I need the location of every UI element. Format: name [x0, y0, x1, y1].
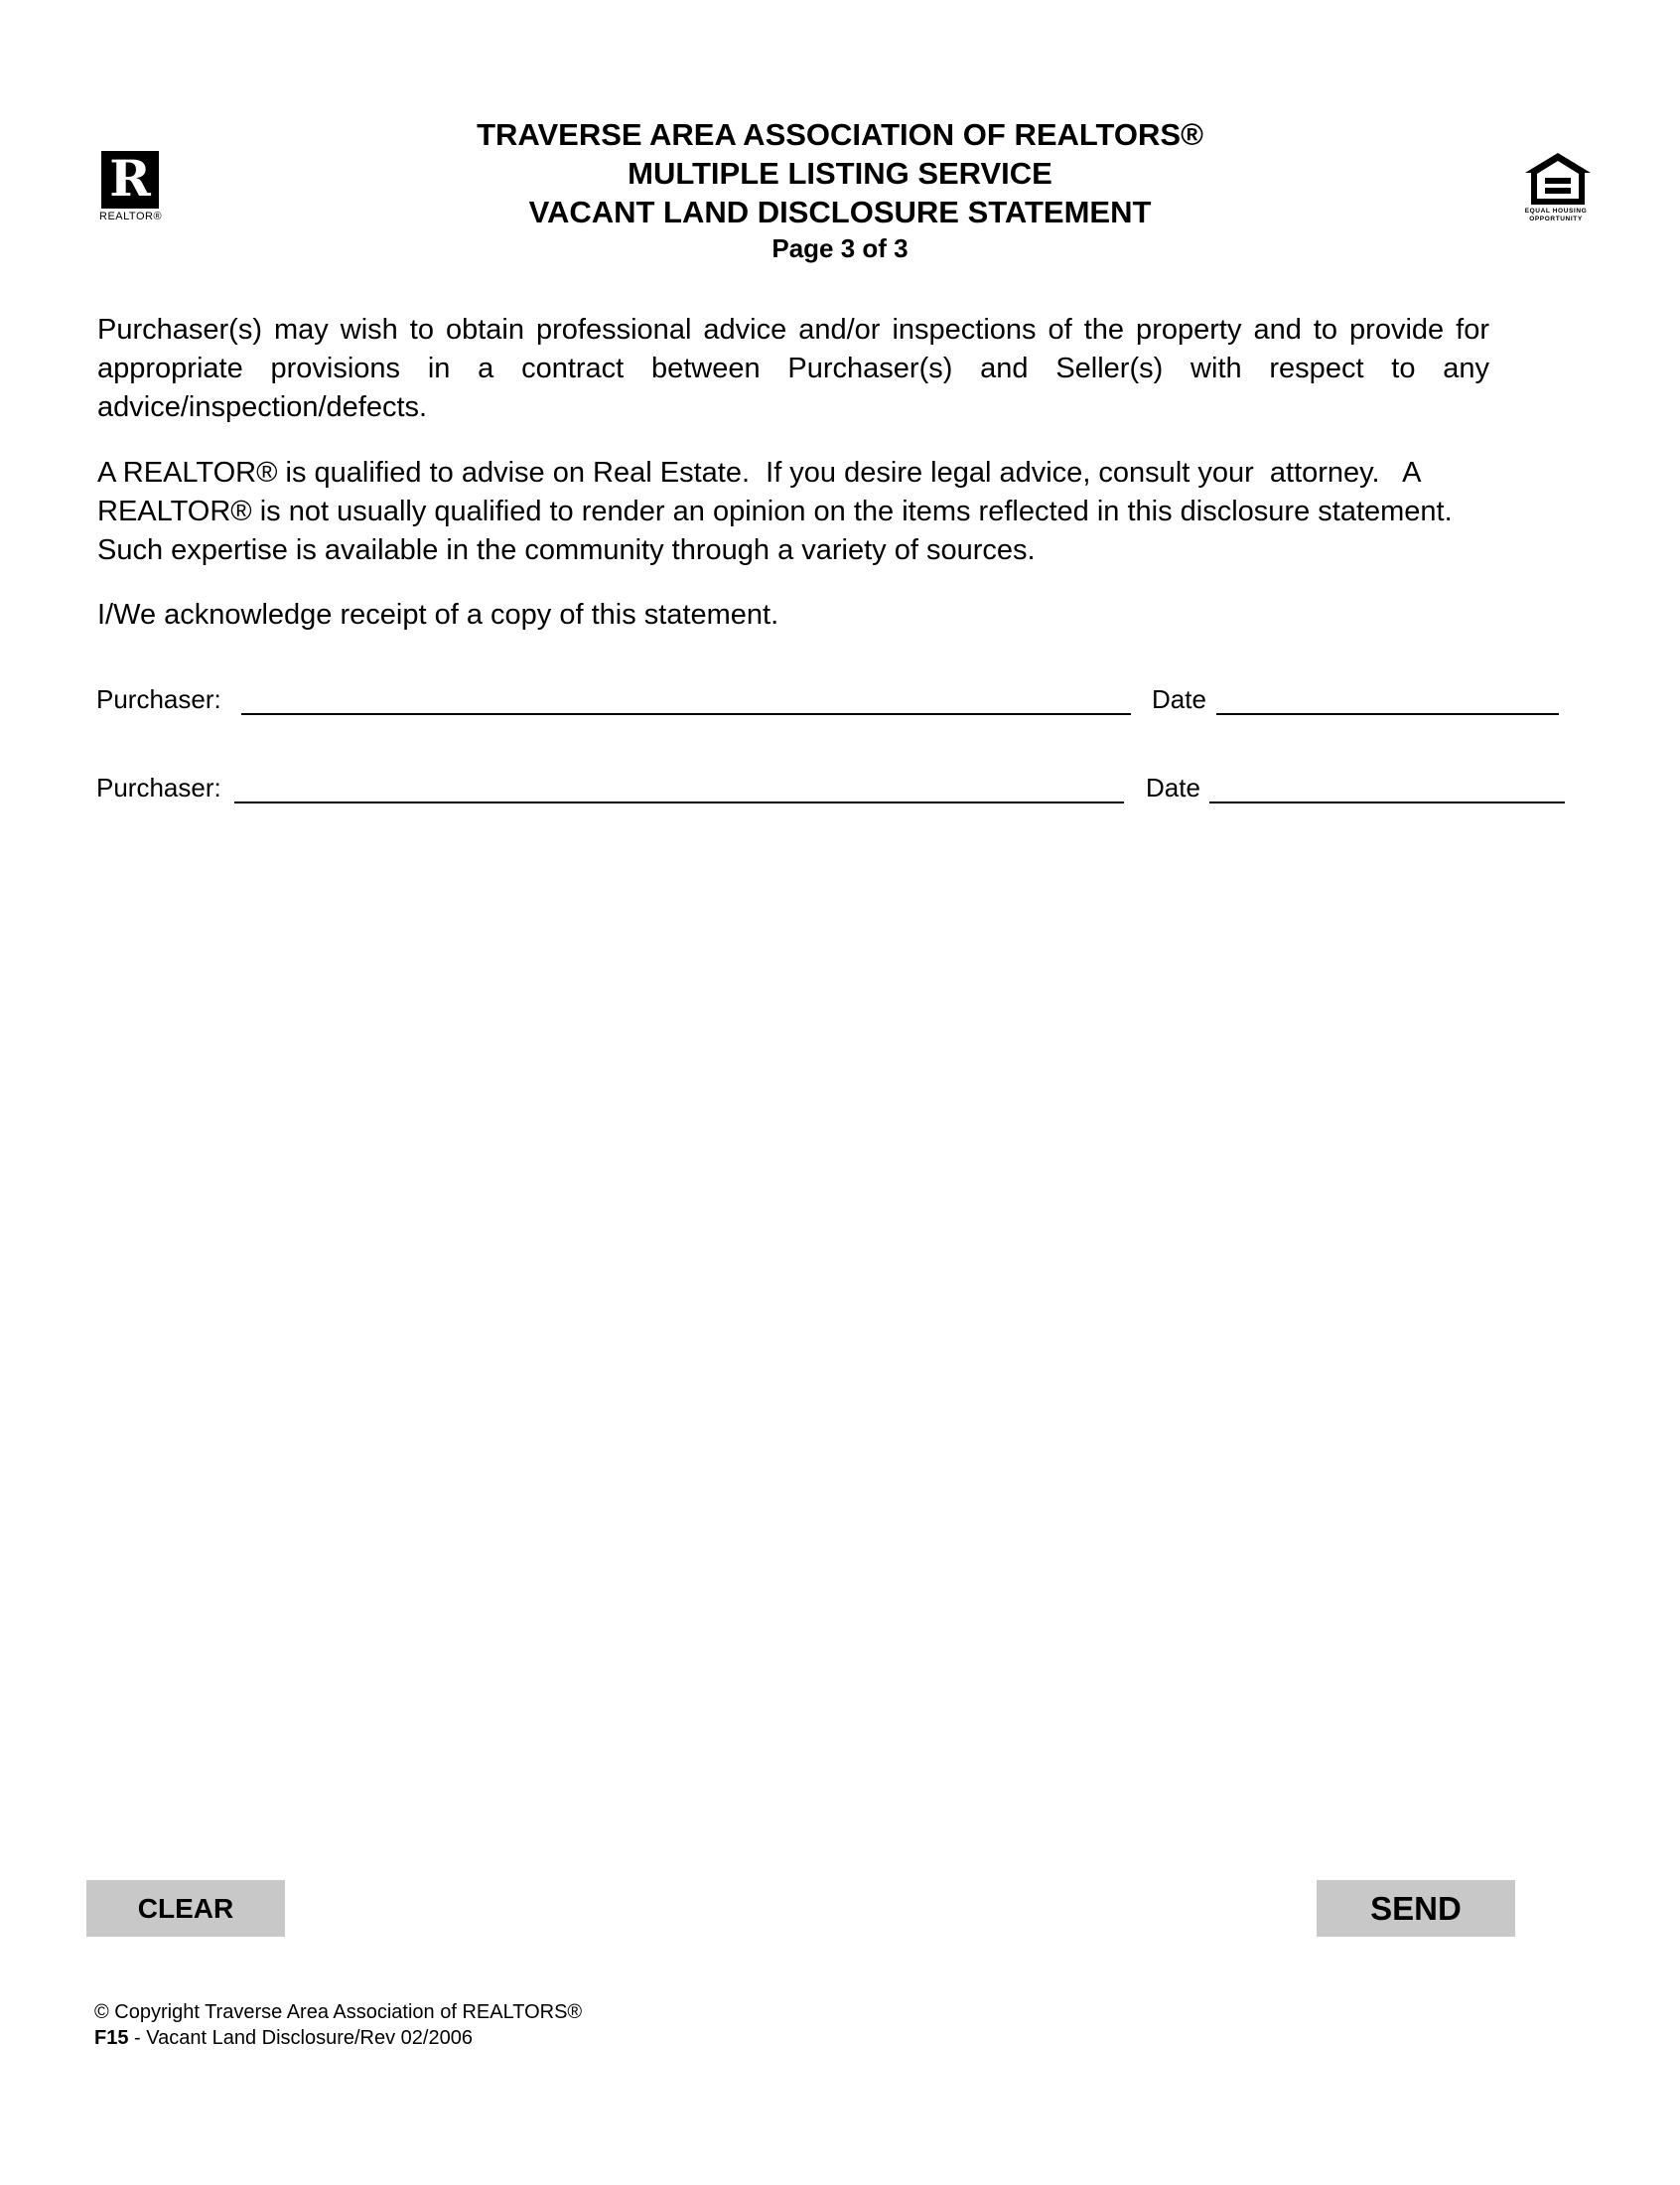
- purchaser-1-date-line[interactable]: [1216, 713, 1559, 715]
- realtor-logo: [99, 149, 179, 228]
- purchaser-2-label: Purchaser:: [96, 773, 221, 802]
- purchaser-2-signature-line[interactable]: [234, 801, 1124, 803]
- equal-housing-logo: [1519, 151, 1599, 226]
- purchaser-1-date-label: Date: [1152, 684, 1206, 714]
- association-title: TRAVERSE AREA ASSOCIATION OF REALTORS®: [477, 117, 1203, 152]
- purchaser-1-label: Purchaser:: [96, 684, 221, 714]
- eho-line1: EQUAL HOUSING: [1524, 208, 1588, 215]
- send-button[interactable]: SEND: [1317, 1880, 1515, 1937]
- acknowledgment-paragraph: I/We acknowledge receipt of a copy of this statement.: [97, 599, 779, 631]
- copyright-notice: © Copyright Traverse Area Association of REALTORS®: [94, 2001, 583, 2023]
- purchaser-2-date-label: Date: [1146, 773, 1200, 802]
- purchaser-1-signature-line[interactable]: [241, 713, 1131, 715]
- clear-button[interactable]: CLEAR: [86, 1880, 285, 1937]
- page-number: Page 3 of 3: [771, 233, 909, 263]
- advice-paragraph: Purchaser(s) may wish to obtain professional advice and/or inspections of the property and to provide for appropriate provisions in a contract between Purchaser(s) and Seller(s) with respect to any advice/inspection/defects.: [97, 314, 1489, 423]
- form-code: F15: [94, 2027, 129, 2049]
- document-header: [0, 115, 1680, 265]
- realtor-qualification-line2: REALTOR® is not usually qualified to render an opinion on the items reflected in this disclosure statement.: [97, 496, 1453, 527]
- equal-housing-house-icon: [1523, 151, 1593, 207]
- eho-line2: OPPORTUNITY: [1529, 216, 1583, 222]
- equal-housing-text: [1519, 208, 1593, 223]
- realtor-logo-label: REALTOR®: [99, 211, 163, 222]
- realtor-qualification-paragraph: [97, 454, 1489, 570]
- form-title: VACANT LAND DISCLOSURE STATEMENT: [528, 195, 1152, 229]
- purchaser-2-date-line[interactable]: [1209, 801, 1565, 803]
- realtor-qualification-line3: Such expertise is available in the community through a variety of sources.: [97, 534, 1036, 566]
- realtor-logo-letter: R: [109, 149, 151, 208]
- service-title: MULTIPLE LISTING SERVICE: [628, 156, 1052, 191]
- form-revision: [94, 2025, 473, 2051]
- form-description: - Vacant Land Disclosure/Rev 02/2006: [128, 2027, 473, 2049]
- realtor-qualification-line1: A REALTOR® is qualified to advise on Real Estate. If you desire legal advice, consult your attorney. A: [97, 457, 1422, 489]
